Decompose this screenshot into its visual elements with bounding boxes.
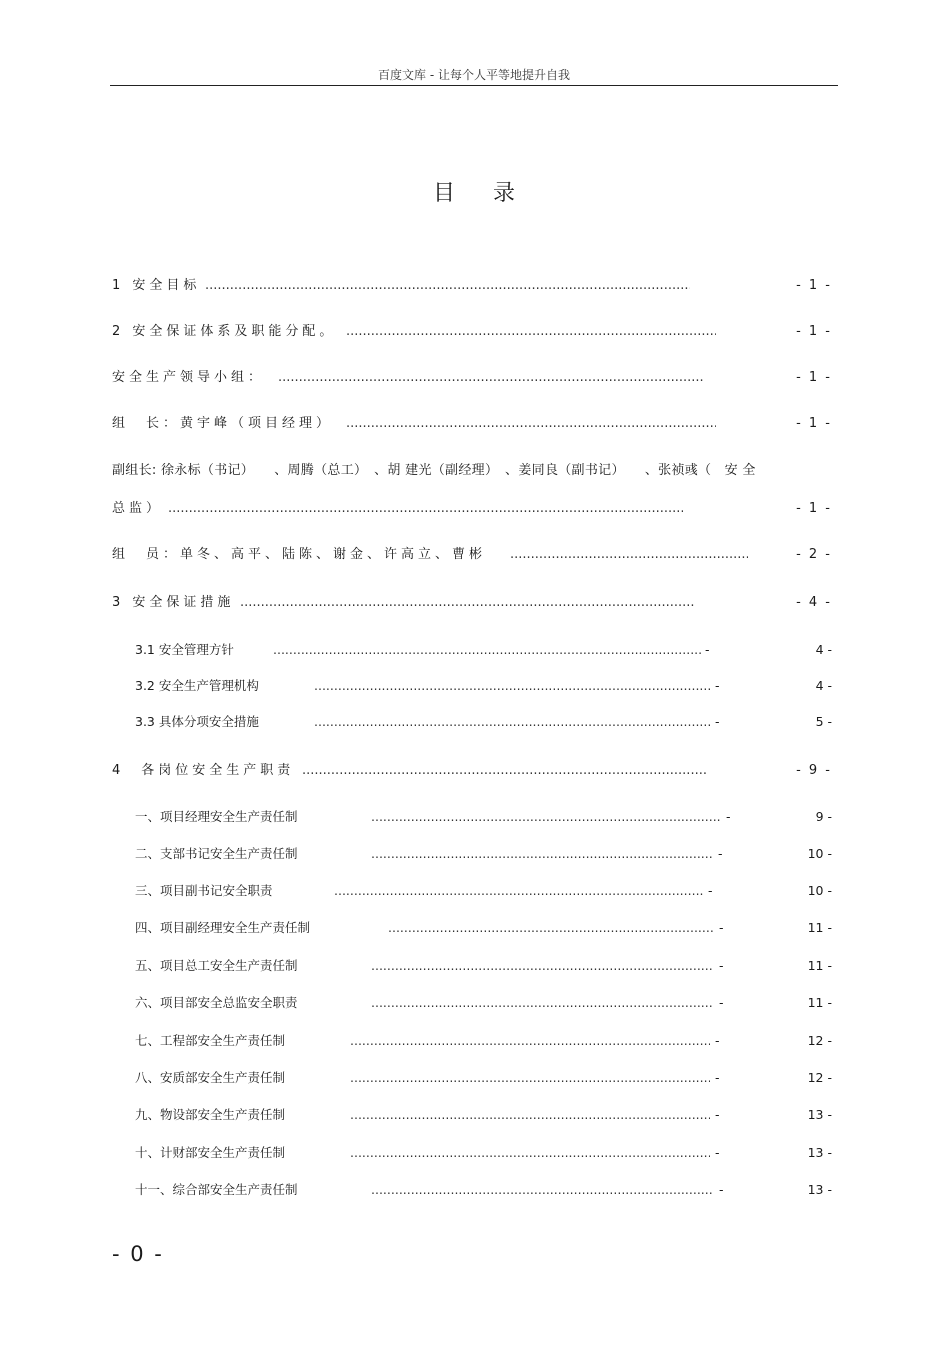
toc-entry-resp-1[interactable]: [0, 807, 950, 827]
toc-dash: -: [719, 1182, 724, 1197]
toc-leader-dots: [168, 499, 683, 519]
toc-entry-3-1[interactable]: [0, 640, 950, 660]
toc-leader-dots: [240, 593, 695, 613]
toc-leader-dots: [510, 545, 748, 565]
toc-label: 3.2 安全生产管理机构: [135, 678, 259, 693]
toc-label: 六、项目部安全总监安全职责: [135, 995, 298, 1010]
toc-entry-safety-system[interactable]: [0, 322, 950, 342]
toc-dash: -: [715, 1107, 720, 1122]
toc-label: 九、物设部安全生产责任制: [135, 1107, 286, 1122]
toc-leader-dots: [314, 676, 710, 696]
toc-dash: -: [708, 883, 713, 898]
toc-page: 13 -: [807, 1182, 832, 1197]
toc-page: - 2 -: [796, 547, 832, 562]
toc-label: 3.3 具体分项安全措施: [135, 714, 259, 729]
toc-label: 组 员：单冬、高平、陆陈、谢金、许高立、曹彬: [112, 547, 487, 562]
toc-page: 13 -: [807, 1145, 832, 1160]
toc-dash: -: [715, 714, 720, 729]
toc-page: 9 -: [815, 809, 832, 824]
toc-page: 4 -: [815, 678, 832, 693]
toc-leader-dots: [350, 1105, 710, 1125]
toc-label: 安全生产领导小组：: [112, 370, 266, 385]
toc-entry-resp-9[interactable]: [0, 1105, 950, 1125]
toc-dash: -: [726, 809, 731, 824]
header-divider: [110, 85, 838, 86]
toc-entry-resp-3[interactable]: [0, 881, 950, 901]
toc-page: - 4 -: [796, 595, 832, 610]
toc-page: 4 -: [815, 642, 832, 657]
toc-entry-3-2[interactable]: [0, 676, 950, 696]
toc-leader-dots: [371, 1180, 714, 1200]
toc-entry-resp-2[interactable]: [0, 844, 950, 864]
toc-leader-dots: [334, 881, 704, 901]
toc-entry-resp-7[interactable]: [0, 1031, 950, 1051]
toc-dash: -: [719, 958, 724, 973]
toc-label: 四、项目副经理安全生产责任制: [135, 920, 311, 935]
toc-label: 3.1 安全管理方针: [135, 642, 234, 657]
toc-entry-group-members[interactable]: [0, 545, 950, 565]
toc-label: 七、工程部安全生产责任制: [135, 1033, 286, 1048]
toc-entry-3-3[interactable]: [0, 712, 950, 732]
toc-entry-leadership-group[interactable]: [0, 368, 950, 388]
toc-entry-resp-10[interactable]: [0, 1143, 950, 1163]
toc-leader-dots: [388, 918, 714, 938]
toc-leader-dots: [371, 956, 714, 976]
toc-label: 五、项目总工安全生产责任制: [135, 958, 298, 973]
toc-leader-dots: [273, 640, 701, 660]
toc-leader-dots: [371, 844, 713, 864]
toc-label: 三、项目副书记安全职责: [135, 883, 273, 898]
toc-leader-dots: [346, 322, 716, 342]
toc-leader-dots: [278, 368, 703, 388]
toc-entry-resp-6[interactable]: [0, 993, 950, 1013]
toc-entry-resp-4[interactable]: [0, 918, 950, 938]
toc-leader-dots: [350, 1031, 710, 1051]
toc-dash: -: [715, 1070, 720, 1085]
page-header: 百度文库 - 让每个人平等地提升自我: [378, 68, 570, 82]
toc-page: 11 -: [807, 995, 832, 1010]
toc-leader-dots: [314, 712, 710, 732]
toc-label: 十一、综合部安全生产责任制: [135, 1182, 298, 1197]
toc-entry-safety-measures[interactable]: [0, 593, 950, 613]
toc-page: 11 -: [807, 920, 832, 935]
toc-label: 1 安全目标: [112, 278, 201, 293]
toc-dash: -: [705, 642, 710, 657]
toc-page: 12 -: [807, 1070, 832, 1085]
toc-dash: -: [715, 1033, 720, 1048]
toc-leader-dots: [371, 807, 721, 827]
toc-label: 4 各岗位安全生产职责: [112, 763, 295, 778]
toc-page: 10 -: [807, 846, 832, 861]
toc-leader-dots: [205, 276, 690, 296]
toc-entry-resp-11[interactable]: [0, 1180, 950, 1200]
toc-page: - 1 -: [796, 416, 832, 431]
toc-page: 13 -: [807, 1107, 832, 1122]
toc-entry-group-leader[interactable]: [0, 414, 950, 434]
toc-entry-safety-goal[interactable]: [0, 276, 950, 296]
toc-leader-dots: [346, 414, 716, 434]
toc-label: 八、安质部安全生产责任制: [135, 1070, 286, 1085]
toc-page: 12 -: [807, 1033, 832, 1048]
toc-label: 总监）: [112, 501, 164, 516]
toc-leader-dots: [350, 1068, 710, 1088]
toc-leader-dots: [350, 1143, 710, 1163]
toc-page: 10 -: [807, 883, 832, 898]
toc-label: 组 长：黄宇峰（项目经理）: [112, 416, 334, 431]
toc-label: 一、项目经理安全生产责任制: [135, 809, 298, 824]
toc-dash: -: [719, 995, 724, 1010]
toc-entry-resp-5[interactable]: [0, 956, 950, 976]
page-number: - 0 -: [112, 1242, 164, 1266]
page-title: 目录: [432, 181, 553, 206]
toc-page: - 9 -: [796, 763, 832, 778]
toc-page: 11 -: [807, 958, 832, 973]
toc-dash: -: [719, 920, 724, 935]
toc-label: 副组长: 徐永标（书记） 、周腾（总工） 、胡 建光（副经理） 、姜同良（副书记） 、张祯彧（ 安 全: [112, 463, 756, 478]
toc-label: 二、支部书记安全生产责任制: [135, 846, 298, 861]
toc-dash: -: [715, 678, 720, 693]
toc-entry-responsibilities[interactable]: [0, 761, 950, 781]
toc-dash: -: [718, 846, 723, 861]
toc-entry-deputy-leaders-line1[interactable]: [0, 461, 950, 481]
toc-dash: -: [715, 1145, 720, 1160]
toc-page: - 1 -: [796, 278, 832, 293]
toc-entry-deputy-leaders[interactable]: [0, 499, 950, 519]
toc-page: - 1 -: [796, 324, 832, 339]
toc-leader-dots: [371, 993, 714, 1013]
toc-label: 十、计财部安全生产责任制: [135, 1145, 286, 1160]
toc-leader-dots: [302, 761, 708, 781]
toc-entry-resp-8[interactable]: [0, 1068, 950, 1088]
toc-page: - 1 -: [796, 370, 832, 385]
toc-label: 3 安全保证措施: [112, 595, 235, 610]
toc-page: - 1 -: [796, 501, 832, 516]
toc-label: 2 安全保证体系及职能分配。: [112, 324, 337, 339]
toc-page: 5 -: [815, 714, 832, 729]
